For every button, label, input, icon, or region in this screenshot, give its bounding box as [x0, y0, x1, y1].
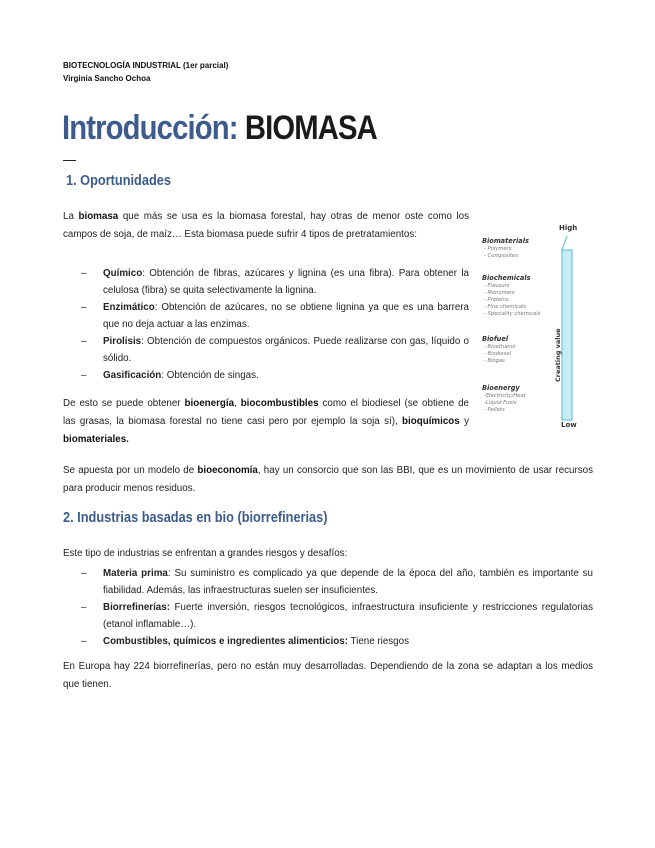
section-1-heading: 1. Oportunidades — [66, 173, 171, 189]
low-label: Low — [561, 421, 577, 429]
document-header — [63, 59, 228, 85]
list-item: – Materia prima: Su suministro es complicado ya que depende de la época del año, también es importante su fiabilidad. Además, las infraestructuras suelen ser insuficientes. — [81, 568, 593, 596]
creating-value-label: Creating value — [554, 328, 562, 382]
sub-item: - Speciality chemicals — [484, 311, 541, 317]
high-label: High — [559, 224, 578, 232]
sub-item: - Composites — [484, 253, 518, 259]
biomass-value-pyramid-figure — [478, 220, 591, 435]
pretreatment-list — [63, 265, 469, 384]
sub-item: - Biogas — [484, 358, 505, 364]
sub-item: -Liquid Fuels — [484, 400, 517, 406]
sub-item: - Bioethanol — [484, 344, 516, 350]
section-2-para: En Europa hay 224 biorrefinerías, pero no están muy desarrolladas. Dependiendo de la zona se adaptan a los medios que tienen. — [63, 661, 593, 690]
sub-item: -Electricity/Heat — [484, 393, 526, 399]
list-item: – Biorrefinerías: Fuerte inversión, riesgos tecnológicos, infraestructura insuficiente y restricciones regulatorias (etanol inflamable…). — [81, 602, 593, 630]
sub-item: - Monomers — [484, 290, 515, 296]
sub-item: - Proteins — [484, 297, 509, 303]
sub-item: - Polymers — [484, 246, 512, 252]
section-1-para-3: Se apuesta por un modelo de bioeconomía, hay un consorcio que son las BBI, que es un movimiento de usar recursos para producir menos residuos. — [63, 465, 593, 494]
title-main: BIOMASA — [244, 109, 377, 147]
list-item: – Combustibles, químicos e ingredientes alimenticios: Tiene riesgos — [81, 636, 409, 647]
section-2-intro: Este tipo de industrias se enfrentan a grandes riesgos y desafíos: — [63, 548, 348, 559]
author-name: Virginia Sancho Ochoa — [63, 74, 151, 83]
category-biochemicals: Biochemicals — [482, 274, 531, 282]
sub-item: - Fine chemicals — [484, 304, 527, 310]
sub-item: - Flavours — [484, 283, 510, 289]
title-underline — [63, 160, 76, 161]
list-item: – Gasificación: Obtención de singas. — [81, 370, 259, 381]
category-biomaterials: Biomaterials — [482, 237, 529, 245]
risk-list — [63, 565, 593, 650]
section-1-para-2: De esto se puede obtener bioenergía, biocombustibles como el biodiesel (se obtiene de las grasas, la biomasa forestal no tiene casi pero por ejemplo la soja sí), bioquímicos y biomateriales. — [63, 398, 470, 445]
course-label: BIOTECNOLOGÍA INDUSTRIAL (1er parcial) — [63, 61, 229, 70]
section-2-heading: 2. Industrias basadas en bio (biorrefinerias) — [63, 510, 328, 526]
list-item: – Químico: Obtención de fibras, azúcares y lignina (es una fibra). Para obtener la celulosa (fibra) se quita selectivamente la lignina. — [81, 268, 469, 296]
category-bioenergy: Bioenergy — [482, 384, 520, 392]
category-biofuel: Biofuel — [482, 335, 509, 343]
sub-item: - Biodiesel — [484, 351, 511, 357]
list-item: – Pirolisis: Obtención de compuestos orgánicos. Puede realizarse con gas, líquido o sólido. — [81, 336, 469, 364]
page-title — [62, 106, 377, 150]
section-1-intro: La biomasa que más se usa es la biomasa forestal, hay otras de menor oste como los campos de soja, de maíz… Esta biomasa puede sufrir 4 tipos de pretratamientos: — [63, 211, 469, 240]
title-lead: Introducción: — [62, 109, 238, 147]
sub-item: - Pellets — [484, 407, 505, 413]
list-item: – Enzimático: Obtención de azúcares, no se obtiene lignina ya que es una barrera que no deja actuar a las enzimas. — [81, 302, 469, 330]
